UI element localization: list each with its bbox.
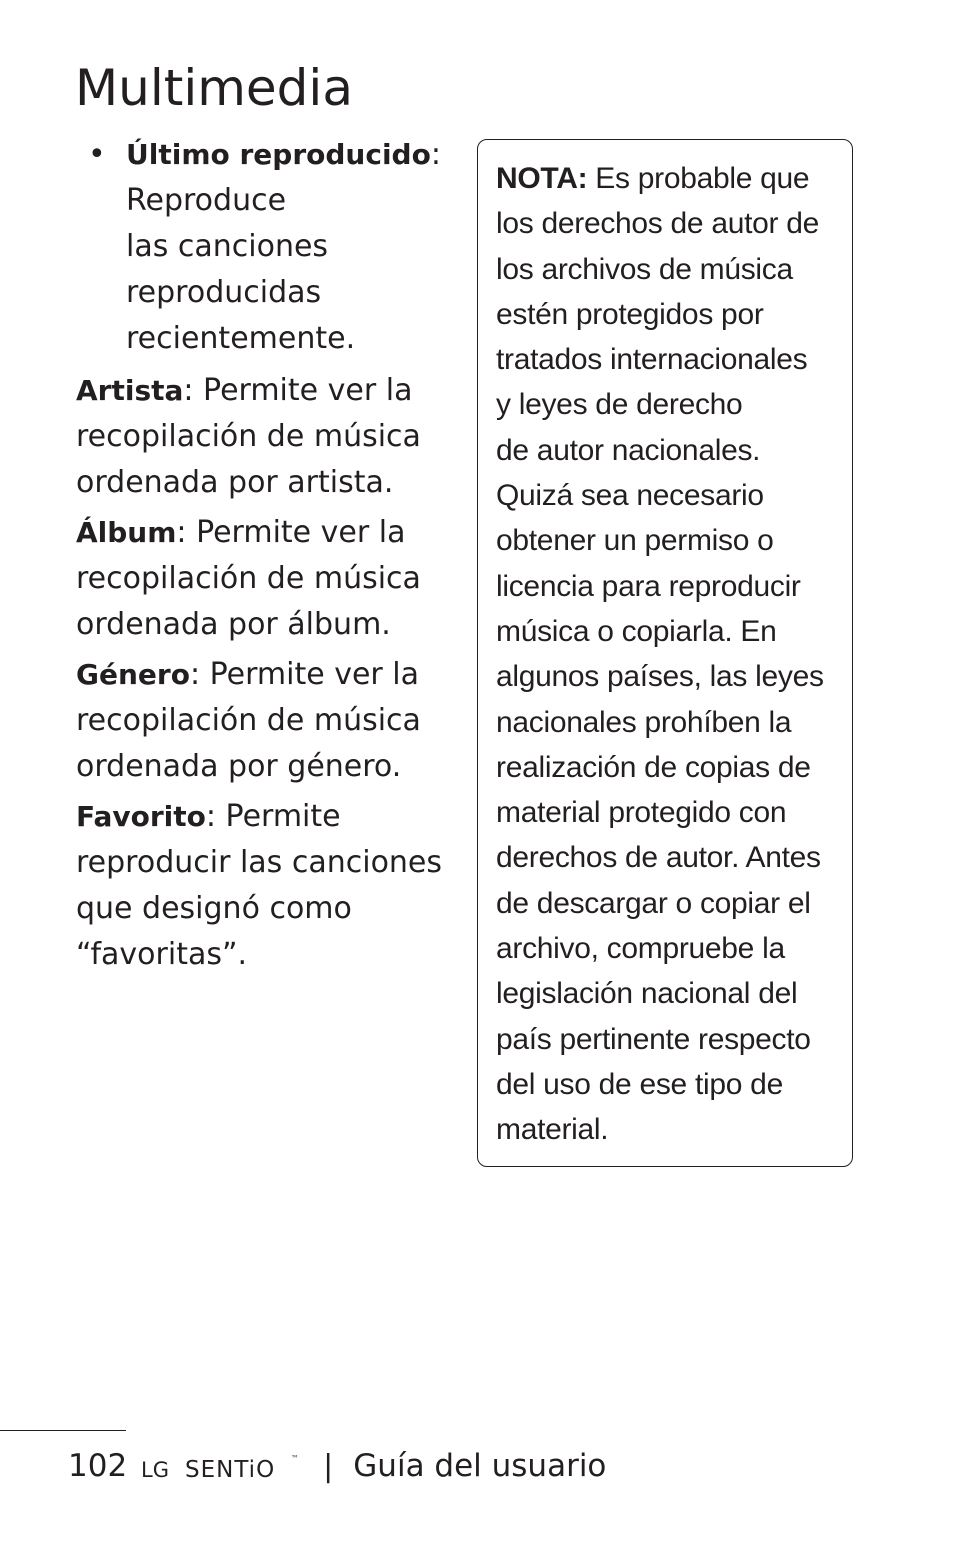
note-line: de descargar o copiar el: [496, 886, 811, 920]
note-line: del uso de ese tipo de: [496, 1067, 783, 1101]
entry-favorite: [76, 794, 446, 978]
bullet-term: Último reproducido: [126, 138, 431, 171]
brand-product: SENTiO: [185, 1457, 276, 1481]
brand-lg: LG: [141, 1458, 170, 1481]
note-box: [477, 139, 853, 1167]
bullet-line: las canciones: [126, 229, 329, 264]
note-line: licencia para reproducir: [496, 569, 801, 603]
note-line: música o copiarla. En: [496, 614, 777, 648]
note-line: los derechos de autor de: [496, 207, 820, 241]
note-line: realización de copias de: [496, 750, 811, 784]
page-title: Multimedia: [75, 59, 353, 117]
note-line: y leyes de derecho: [496, 388, 743, 422]
note-text: Es probable que: [587, 162, 810, 195]
entry-artist: [76, 368, 446, 506]
note-line: país pertinente respecto: [496, 1022, 811, 1056]
bullet-line: Reproduce: [126, 183, 287, 218]
bullet-item-last-played: [76, 132, 446, 362]
note-line: nacionales prohíben la: [496, 705, 792, 739]
entry-text: : Permite ver la recopilación de música ordenada por álbum.: [76, 515, 421, 642]
entry-genre: [76, 652, 446, 790]
bullet-line: reproducidas: [126, 275, 322, 310]
note-line: algunos países, las leyes: [496, 660, 824, 694]
note-line: estén protegidos por: [496, 297, 764, 331]
note-line: de autor nacionales.: [496, 433, 761, 467]
brand-tm: ™: [291, 1454, 300, 1463]
entry-text: : Permite reproducir las canciones que designó como “favoritas”.: [76, 799, 443, 972]
entry-album: [76, 510, 446, 648]
entry-term: Género: [76, 658, 190, 691]
bullet-dot-icon: •: [88, 137, 106, 172]
entry-term: Favorito: [76, 800, 206, 833]
note-line: material protegido con: [496, 796, 787, 830]
entry-text: : Permite ver la recopilación de música ordenada por artista.: [76, 373, 421, 500]
note-line: derechos de autor. Antes: [496, 841, 821, 875]
note-line: archivo, compruebe la: [496, 932, 785, 966]
guide-label: Guía del usuario: [353, 1448, 607, 1484]
note-first-line: [496, 156, 836, 201]
entry-term: Álbum: [76, 516, 177, 549]
entry-text: : Permite ver la recopilación de música ordenada por género.: [76, 657, 421, 784]
note-line: legislación nacional del: [496, 977, 798, 1011]
note-line: Quizá sea necesario: [496, 479, 764, 513]
bullet-line: recientemente.: [126, 321, 356, 356]
page-number: 102: [68, 1448, 128, 1484]
footer-separator: |: [323, 1448, 334, 1484]
feature-list: [76, 132, 446, 982]
entry-term: Artista: [76, 374, 184, 407]
page-footer: [68, 1444, 606, 1488]
footer-rule: [0, 1430, 126, 1431]
note-label: NOTA:: [496, 162, 588, 195]
note-line: material.: [496, 1113, 609, 1147]
bullet-colon: :: [430, 137, 441, 172]
note-line: los archivos de música: [496, 252, 793, 286]
note-line: obtener un permiso o: [496, 524, 774, 558]
lg-sentio-logo: [141, 1451, 301, 1481]
note-line: tratados internacionales: [496, 343, 808, 377]
